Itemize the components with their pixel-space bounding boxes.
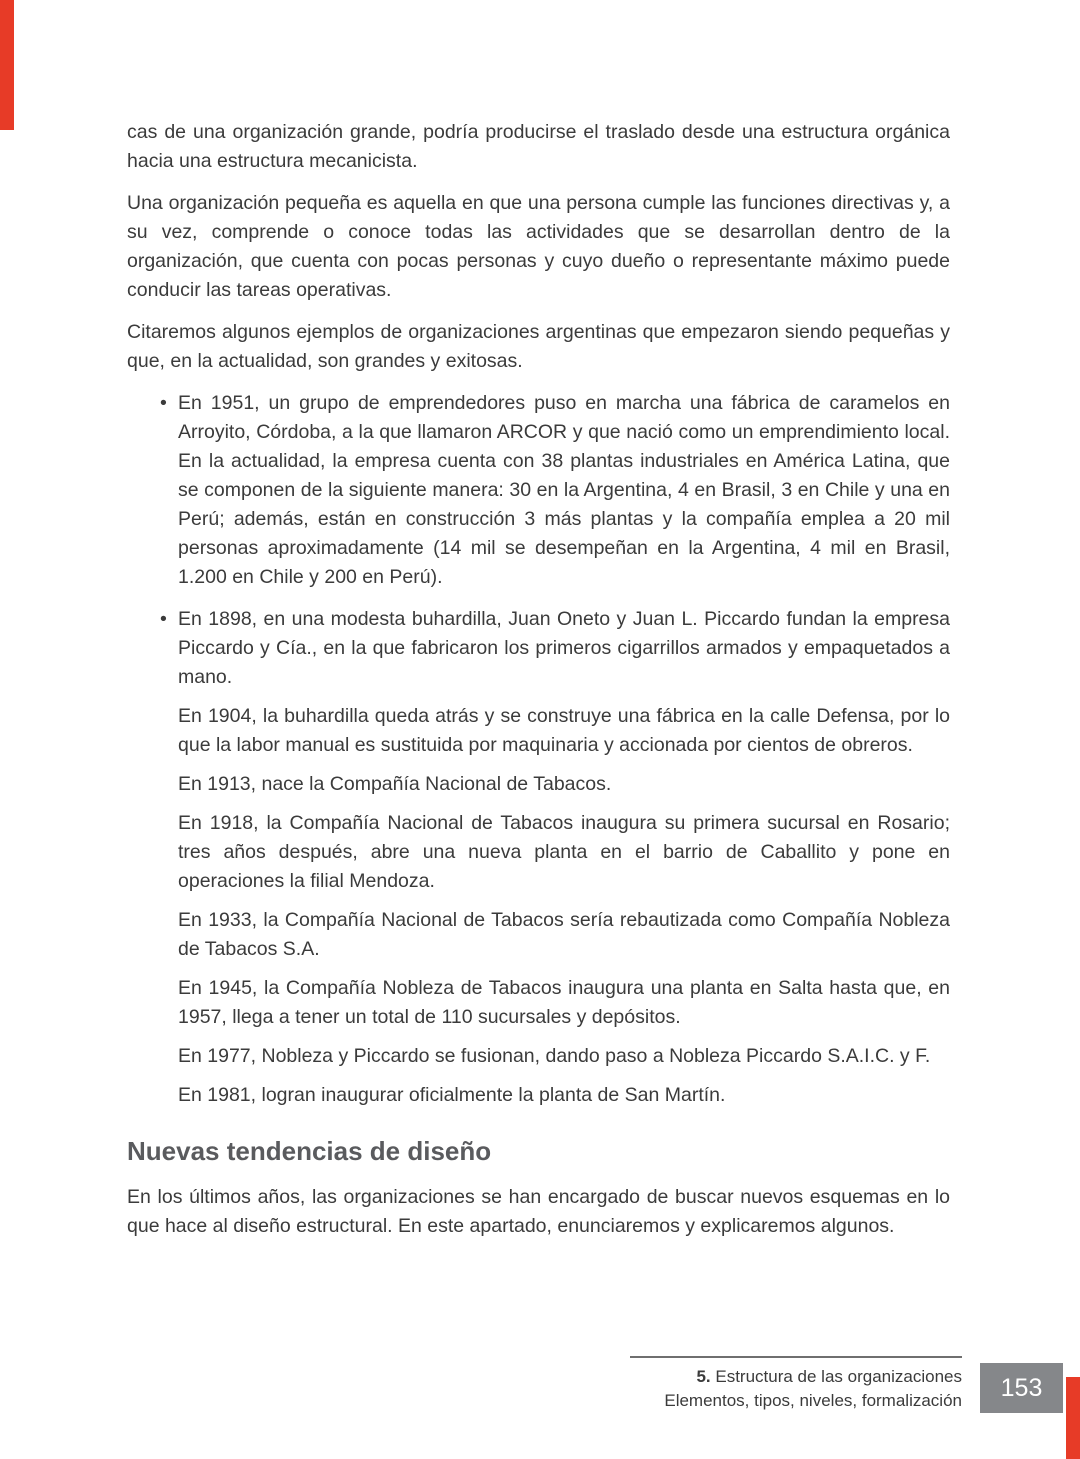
paragraph: • En 1898, en una modesta buhardilla, Juan Oneto y Juan L. Piccardo fundan la empresa Piccardo y Cía., en la que fabricaron los primeros cigarrillos armados y empaquetados a mano.: [178, 608, 950, 688]
chapter-footer-line1: [630, 1365, 962, 1389]
paragraph: En 1913, nace la Compañía Nacional de Tabacos.: [178, 773, 612, 795]
paragraph: • En 1951, un grupo de emprendedores puso en marcha una fábrica de caramelos en Arroyito, Córdoba, a la que llamaron ARCOR y que nació como un emprendimiento local. En la actualidad, la empresa cuenta con 38 plantas industriales en América Latina, que se componen de la siguiente manera: 30 en la Argentina, 4 en Brasil, 3 en Chile y una en Perú; además, están en construcción 3 más plantas y la compañía emplea a 20 mil personas aproximadamente (14 mil se desempeñan en la Argentina, 4 mil en Brasil, 1.200 en Chile y 200 en Perú).: [178, 392, 950, 588]
red-accent-bar-bottom-right: [1066, 1377, 1080, 1459]
page-content: [127, 118, 950, 1254]
paragraph: En 1918, la Compañía Nacional de Tabacos inaugura su primera sucursal en Rosario; tres años después, abre una nueva planta en el barrio de Caballito y pone en operaciones la filial Mendoza.: [178, 812, 950, 892]
paragraph: En 1981, logran inaugurar oficialmente la planta de San Martín.: [178, 1084, 726, 1106]
paragraph: En 1945, la Compañía Nobleza de Tabacos inaugura una planta en Salta hasta que, en 1957, llega a tener un total de 110 sucursales y depósitos.: [178, 977, 950, 1028]
paragraph: Citaremos algunos ejemplos de organizaciones argentinas que empezaron siendo pequeñas y que, en la actualidad, son grandes y exitosas.: [127, 321, 950, 372]
paragraph: En 1933, la Compañía Nacional de Tabacos sería rebautizada como Compañía Nobleza de Tabacos S.A.: [178, 909, 950, 960]
list-item: [127, 605, 950, 1110]
paragraph: cas de una organización grande, podría producirse el traslado desde una estructura orgánica hacia una estructura mecanicista.: [127, 121, 950, 172]
section-heading: Nuevas tendencias de diseño: [127, 1136, 492, 1166]
chapter-footer: [630, 1356, 962, 1413]
red-accent-bar-top-left: [0, 0, 14, 130]
examples-bullet-list: [127, 389, 950, 1110]
paragraph: En 1977, Nobleza y Piccardo se fusionan, dando paso a Nobleza Piccardo S.A.I.C. y F.: [178, 1045, 931, 1067]
paragraph: En 1904, la buhardilla queda atrás y se construye una fábrica en la calle Defensa, por lo que la labor manual es sustituida por maquinaria y accionada por cientos de obreros.: [178, 705, 950, 756]
chapter-title: Estructura de las organizaciones: [715, 1367, 962, 1386]
chapter-subtitle: Elementos, tipos, niveles, formalización: [664, 1391, 962, 1410]
paragraph: En los últimos años, las organizaciones se han encargado de buscar nuevos esquemas en lo que hace al diseño estructural. En este apartado, enunciaremos y explicaremos algunos.: [127, 1186, 950, 1237]
chapter-number: 5.: [696, 1367, 711, 1386]
paragraph: Una organización pequeña es aquella en que una persona cumple las funciones directivas y, a su vez, comprende o conoce todas las actividades que se desarrollan dentro de la organización, que cuenta con pocas personas y cuyo dueño o representante máximo puede conducir las tareas operativas.: [127, 192, 950, 301]
page-number: 153: [1000, 1373, 1043, 1402]
list-item: [127, 389, 950, 592]
page-number-badge: [980, 1363, 1063, 1413]
